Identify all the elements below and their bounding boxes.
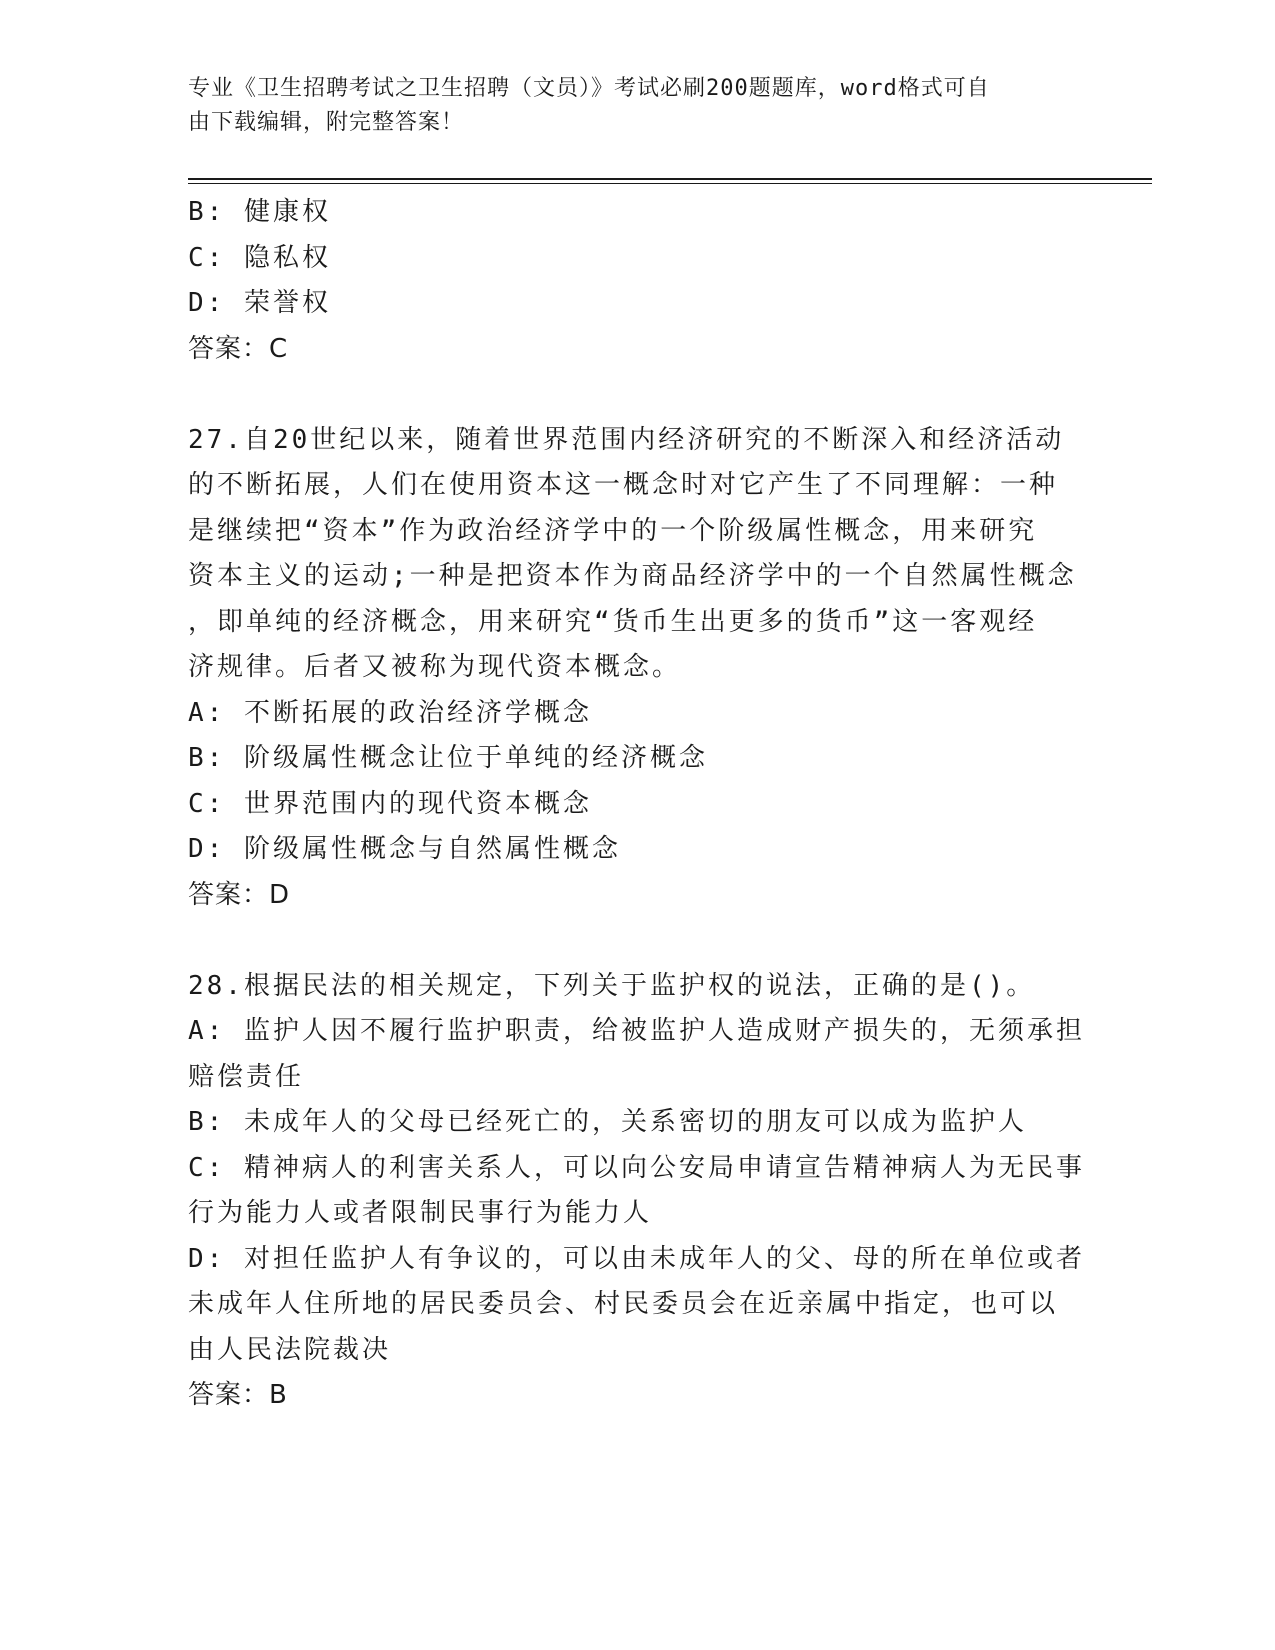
question-27 (188, 418, 1078, 919)
option-d: D: 荣誉权 (188, 288, 331, 318)
option-b: B: 健康权 (188, 197, 331, 227)
option-c-line: 行为能力人或者限制民事行为能力人 (188, 1198, 653, 1228)
header-line-2: 由下载编辑，附完整答案！ (188, 110, 465, 135)
option-d: D: 阶级属性概念与自然属性概念 (188, 834, 621, 864)
header-divider-thin (188, 183, 1152, 184)
option-b: B: 未成年人的父母已经死亡的，关系密切的朋友可以成为监护人 (188, 1107, 1027, 1137)
question-stem: 28.根据民法的相关规定，下列关于监护权的说法，正确的是()。 (188, 970, 1036, 1001)
question-28 (188, 964, 1085, 1419)
question-stem-line: 27.自20世纪以来，随着世界范围内经济研究的不断深入和经济活动 (188, 424, 1065, 455)
question-list (188, 190, 1085, 1419)
question-stem-line: 的不断拓展，人们在使用资本这一概念时对它产生了不同理解：一种 (188, 470, 1059, 500)
option-d-line: D: 对担任监护人有争议的，可以由未成年人的父、母的所在单位或者 (188, 1243, 1085, 1274)
option-c-line: C: 精神病人的利害关系人，可以向公安局申请宣告精神病人为无民事 (188, 1152, 1085, 1183)
document-header (188, 72, 1068, 140)
question-stem-line: 是继续把“资本”作为政治经济学中的一个阶级属性概念，用来研究 (188, 515, 1038, 546)
option-c: C: 世界范围内的现代资本概念 (188, 788, 592, 819)
header-line-1: 专业《卫生招聘考试之卫生招聘（文员）》考试必刷200题题库，word格式可自 (188, 76, 990, 101)
option-a-line: A: 监护人因不履行监护职责，给被监护人造成财产损失的，无须承担 (188, 1016, 1085, 1046)
answer-label: 答案：C (188, 333, 289, 364)
header-divider-thick (188, 178, 1152, 180)
question-stem-line: 济规律。后者又被称为现代资本概念。 (188, 652, 682, 682)
answer-label: 答案：D (188, 879, 291, 910)
answer-label: 答案：B (188, 1380, 288, 1410)
option-b: B: 阶级属性概念让位于单纯的经济概念 (188, 743, 708, 773)
question-stem-line: 资本主义的运动;一种是把资本作为商品经济学中的一个自然属性概念 (188, 561, 1077, 591)
spacer (188, 372, 1078, 418)
question-26 (188, 190, 1078, 372)
option-a-line: 赔偿责任 (188, 1061, 305, 1092)
option-c: C: 隐私权 (188, 242, 331, 273)
option-d-line: 由人民法院裁决 (188, 1334, 392, 1365)
question-stem-line: ，即单纯的经济概念，用来研究“货币生出更多的货币”这一客观经 (188, 606, 1038, 637)
spacer (188, 918, 1078, 964)
option-d-line: 未成年人住所地的居民委员会、村民委员会在近亲属中指定，也可以 (188, 1289, 1059, 1319)
option-a: A: 不断拓展的政治经济学概念 (188, 697, 592, 728)
